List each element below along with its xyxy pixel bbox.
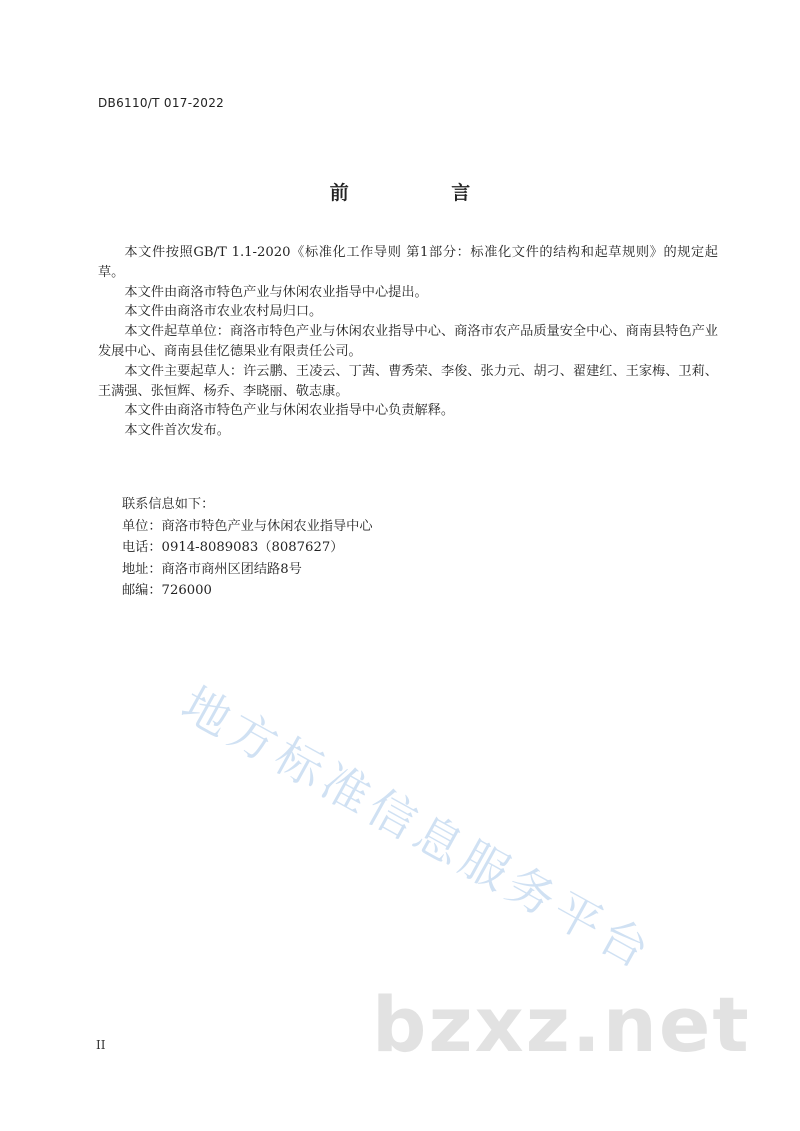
contact-phone: 电话：0914-8089083（8087627） [122, 540, 344, 555]
contact-address: 地址：商洛市商州区团结路8号 [122, 561, 302, 577]
site-watermark: bzxz.net [372, 980, 751, 1069]
paragraph-interpretation: 本文件由商洛市特色产业与休闲农业指导中心负责解释。 [124, 403, 455, 419]
paragraph-drafting-rules: 本文件按照GB/T 1.1-2020《标准化工作导则 第1部分：标准化文件的结构和起草规则》的规定起草。 [98, 245, 718, 280]
paragraph-proposer: 本文件由商洛市特色产业与休闲农业指导中心提出。 [124, 284, 428, 300]
contact-heading: 联系信息如下： [122, 497, 215, 512]
contact-info [122, 494, 373, 602]
document-code: DB6110/T 017-2022 [98, 96, 225, 110]
contact-postcode: 邮编：726000 [122, 583, 212, 598]
watermark-text: 地方标准信息服务平台 [172, 676, 663, 982]
contact-unit: 单位：商洛市特色产业与休闲农业指导中心 [122, 518, 373, 534]
page-title: 前 言 [329, 182, 519, 204]
foreword-body [98, 243, 718, 441]
paragraph-first-release: 本文件首次发布。 [124, 423, 230, 439]
page-number: II [96, 1038, 106, 1052]
paragraph-drafting-units: 本文件起草单位：商洛市特色产业与休闲农业指导中心、商洛市农产品质量安全中心、商南县特色产业发展中心、商南县佳忆德果业有限责任公司。 [98, 324, 718, 359]
paragraph-administrator: 本文件由商洛市农业农村局归口。 [124, 304, 323, 320]
paragraph-drafters: 本文件主要起草人：许云鹏、王凌云、丁茜、曹秀荣、李俊、张力元、胡刁、翟建红、王家梅、卫莉、王满强、张恒辉、杨乔、李晓丽、敬志康。 [98, 363, 718, 399]
